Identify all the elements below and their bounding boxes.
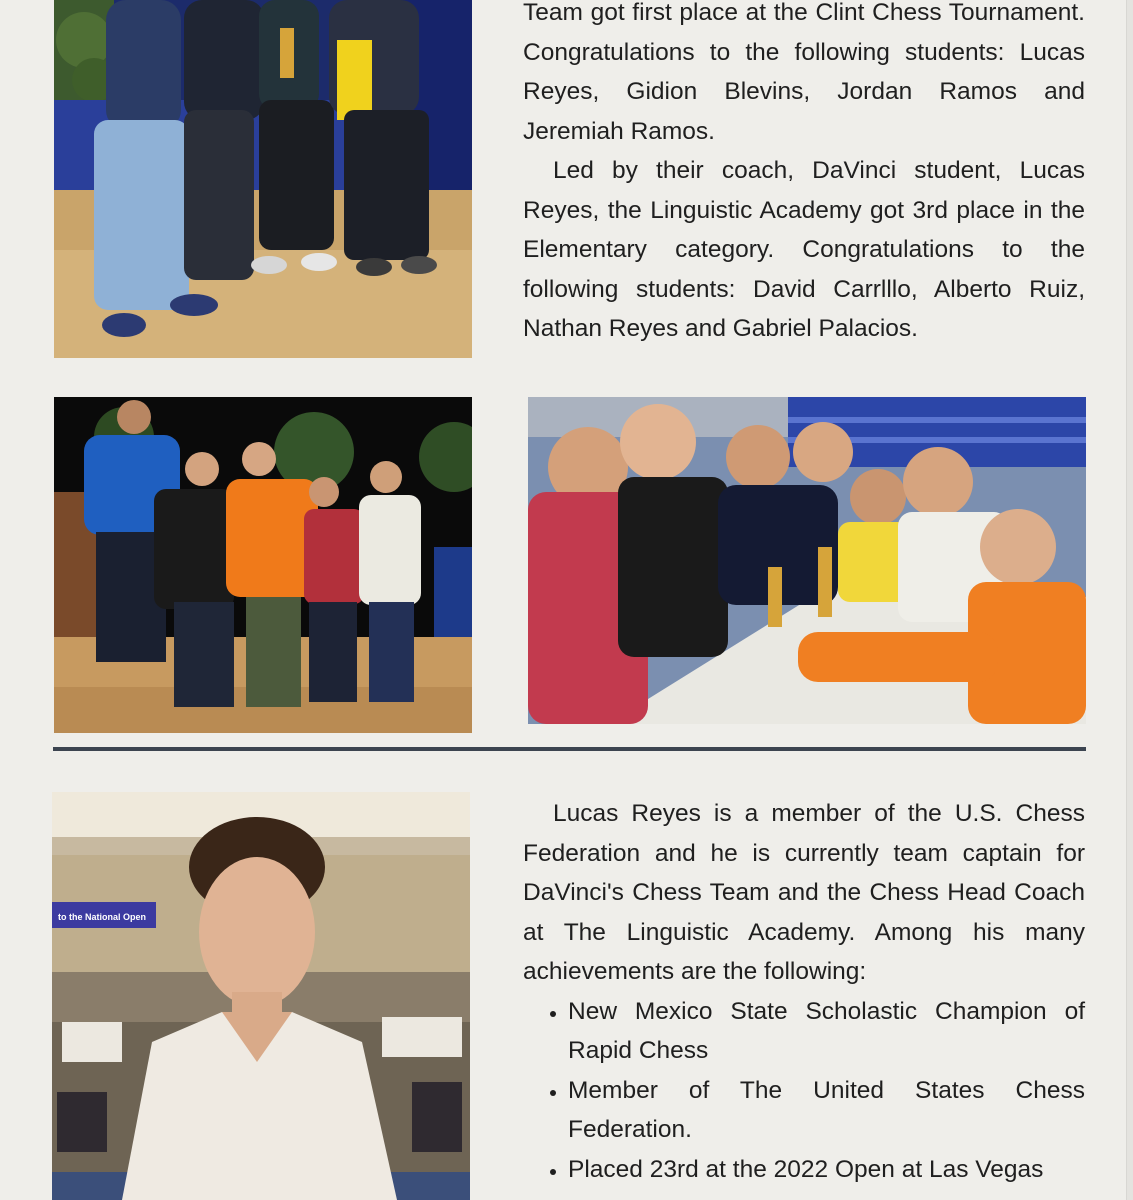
section-divider [53, 747, 1086, 751]
team-trophy-photo [54, 0, 472, 358]
top-paragraph-2: Led by their coach, DaVinci student, Lucas Reyes, the Linguistic Academy got 3rd place in the Elementary category. Congratulations to the following students: David Carrlllo, Alberto Ruiz, Nathan Reyes and Gabriel Palacios. [523, 157, 1085, 342]
photo-banner-text: to the National Open [58, 912, 147, 922]
list-item: • Placed 23rd at the 2022 Open at Las Vegas [568, 1150, 1085, 1190]
top-article-text [523, 0, 1085, 349]
list-item: • New Mexico State Scholastic Champion of Rapid Chess [568, 992, 1085, 1071]
bottom-paragraph: Lucas Reyes is a member of the U.S. Chess Federation and he is currently team captain for DaVinci's Chess Team and the Chess Head Coach at The Linguistic Academy. Among his many achievements are the following: [523, 800, 1085, 985]
lucas-reyes-portrait-photo [52, 792, 470, 1200]
page-edge [1126, 0, 1133, 1200]
elementary-team-photo [54, 397, 472, 733]
achievements-list [523, 992, 1085, 1190]
bottom-article-text [523, 794, 1085, 1189]
students-with-trophies-photo [528, 397, 1086, 724]
top-paragraph-1: Team got first place at the Clint Chess Tournament. Congratulations to the following students: Lucas Reyes, Gidion Blevins, Jordan Ramos and Jeremiah Ramos. [523, 0, 1085, 145]
list-item: • Member of The United States Chess Federation. [568, 1071, 1085, 1150]
